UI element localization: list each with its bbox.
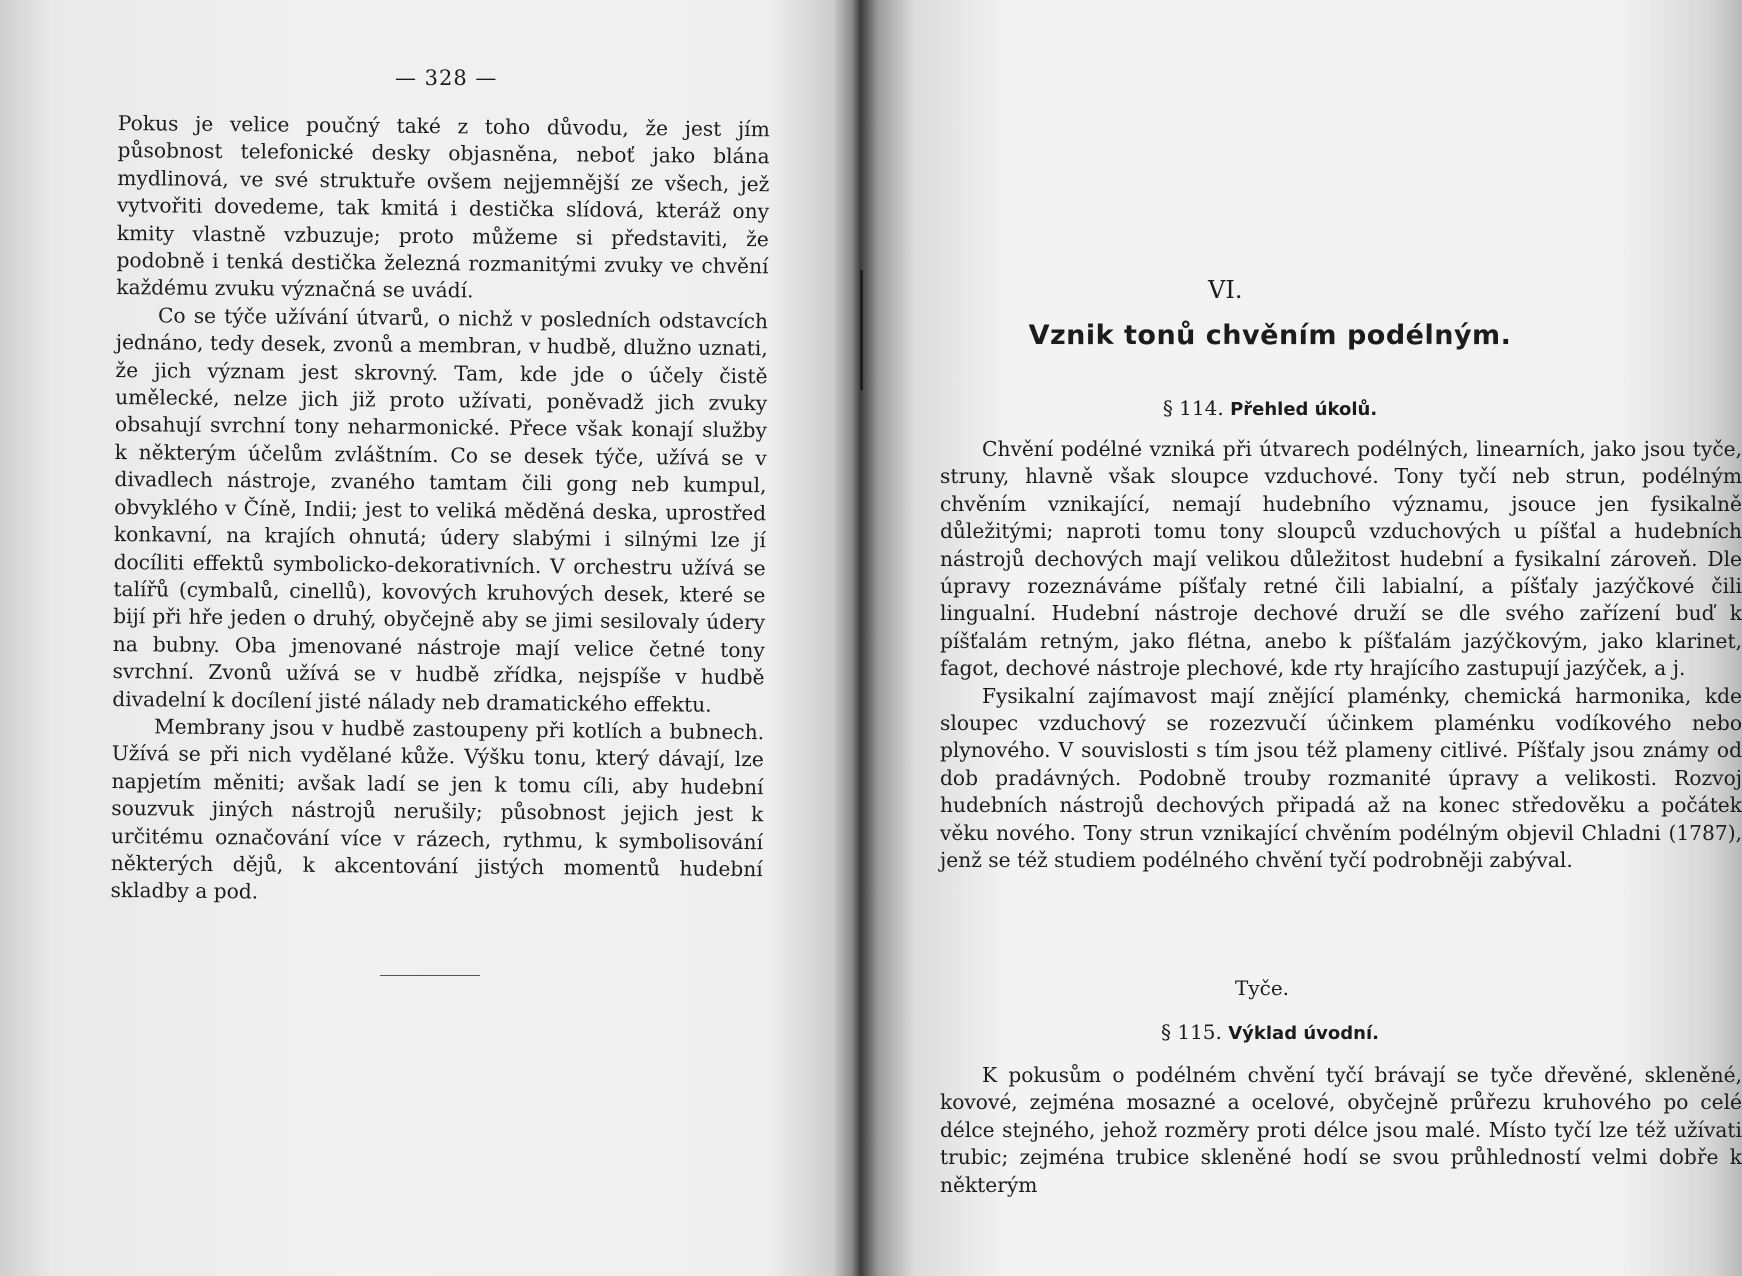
chapter-number: VI. (1208, 276, 1243, 304)
margin-mark (860, 270, 863, 390)
paragraph: Co se týče užívání útvarů, o nichž v posledních odstavcích jednáno, tedy desek, zvonů a membran, v hudbě, dlužno uznati, že jich význam jest skrovný. Tam, kde jde o účely čistě umělecké, nelze jich již proto užívati, poněvadž jich zvuky obsahují svrchní tony neharmonické. Přece však konají služby k některým účelům zvláštním. Co se desek týče, užívá se v divadlech nástroje, zvaného tamtam čili gong neb kumpul, obvyklého v Číně, Indii; jest to veliká měděná deska, uprostřed konkavní, na krajích ohnutá; údery slabými i silnými lze jí docíliti effektů symbolicko-dekorativních. V orchestru užívá se talířů (cymbalů, cinellů), kovových kruhových desek, které se bijí při hře jeden o druhý, obyčejně aby se jimi sesilovaly údery na bubny. Oba jmenované nástroje mají velice četné tony svrchní. Zvonů užívá se v hudbě zřídka, nejspíše v hudbě divadelní k docílení jisté nálady neb dramatického effektu. (112, 303, 769, 717)
section-115-text (940, 1062, 1742, 1199)
chapter-title: Vznik tonů chvěním podélným. (1028, 320, 1512, 351)
subheading: Tyče. (1235, 976, 1290, 1000)
page-number: — 328 — (395, 66, 498, 90)
left-text-block (110, 110, 770, 911)
section-heading-114 (960, 396, 1580, 420)
paragraph: Fysikalní zajímavost mají znějící plaménky, chemická harmonika, kde sloupec vzduchový se rozezvučí účinkem plaménku vodíkového nebo plynového. V souvislosti s tím jsou též plameny citlivé. Píšťaly jsou známy od dob pradávných. Podobně trouby rozmanité úpravy a velikosti. Rozvoj hudebních nástrojů dechových připadá až na konec středověku a počátek věku nového. Tony strun vznikající chvěním podélným objevil Chladni (1787), jenž se též studiem podélného chvění tyčí podrobněji zabýval. (940, 683, 1742, 873)
paragraph: Pokus je velice poučný také z toho důvodu, že jest jím působnost telefonické desky objasněna, neboť jako blána mydlinová, ve své struktuře ovšem nejjemnější ze všech, jež vytvořiti dovedeme, tak kmitá i destička slídová, kteráž ony kmity vlastně vzbuzuje; proto můžeme si představiti, že podobně i tenká destička železná rozmanitými zvuky ve chvění každému zvuku význačná se uvádí. (116, 110, 770, 303)
section-114-text (940, 436, 1742, 875)
section-number: § 114. (1162, 396, 1224, 420)
left-page (0, 0, 840, 1276)
paragraph: Membrany jsou v hudbě zastoupeny při kotlích a bubnech. Užívá se při nich vydělané kůže. Výšku tonu, který dávají, lze napjetím měniti; avšak ladí se jen k tomu cíli, aby hudební souzvuk jiných nástrojů nerušily; působnost jejich jest k určitému označování více v rázech, rythmu, k symbolisování některých dějů, k akcentování jistých momentů hudební skladby a pod. (110, 714, 765, 904)
paragraph: Chvění podélné vzniká při útvarech podélných, linearních, jako jsou tyče, struny, hlavně však sloupce vzduchové. Tony tyčí neb strun, podélným chvěním vznikající, nemají hudebního významu, jsouce jen fysikalně důležitými; naproti tomu tony sloupců vzduchových u píšťal a hudebních nástrojů dechových mají velikou důležitost hudební a fysikalní zároveň. Dle úpravy rozeznáváme píšťaly retné čili labialní, a píšťaly jazýčkové čili lingualní. Hudební nástroje dechové druží se dle svého zařízení buď k píšťalám retným, jako flétna, anebo k píšťalám jazýčkovým, jako klarinet, fagot, dechové nástroje plechové, kde rty hrajícího zastupují jazýček, a j. (940, 437, 1742, 681)
section-number: § 115. (1161, 1020, 1222, 1044)
section-heading-115 (960, 1020, 1580, 1044)
section-title: Přehled úkolů. (1230, 399, 1378, 420)
section-title: Výklad úvodní. (1228, 1023, 1379, 1044)
paragraph: K pokusům o podélném chvění tyčí brávají se tyče dřevěné, skleněné, kovové, zejména mosazné a ocelové, obyčejně průřezu kruhového po celé délce stejného, jehož rozměry proti délce jsou malé. Místo tyčí lze též užívati trubic; zejména trubice skleněné hodí se svou průhledností velmi dobře k některým (940, 1063, 1742, 1197)
footnote-rule (380, 975, 480, 976)
